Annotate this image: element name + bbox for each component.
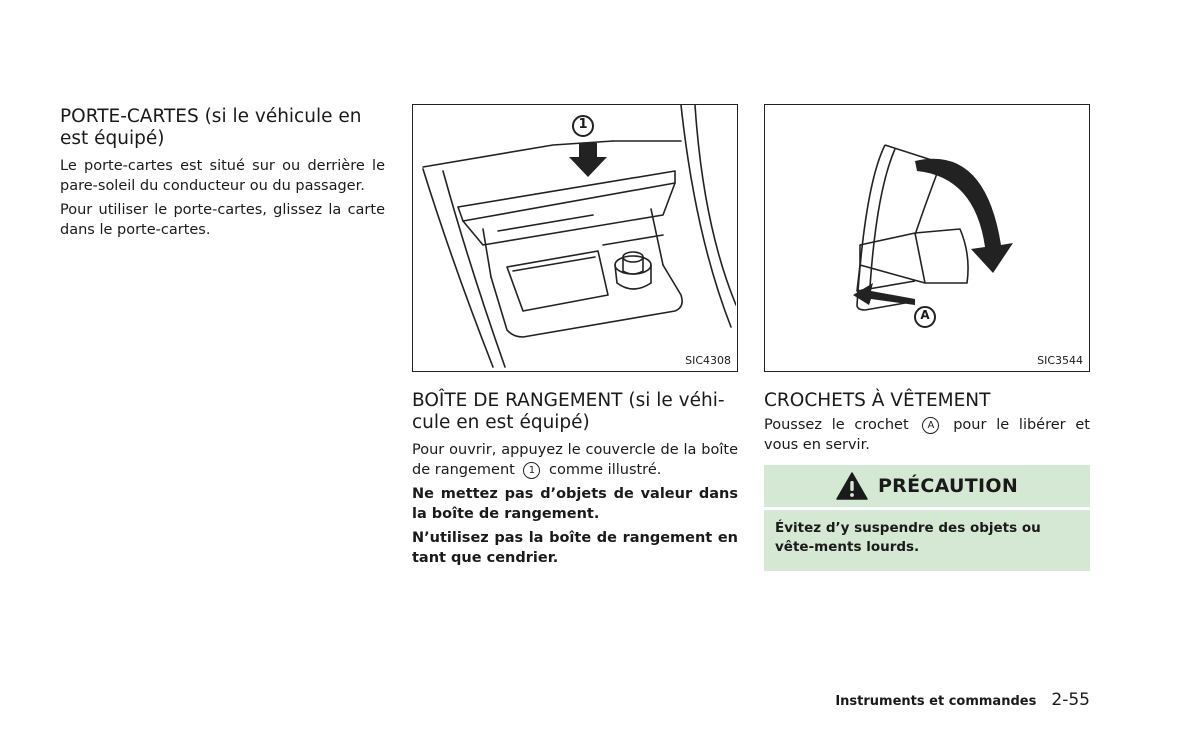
column-porte-cartes [60,106,385,245]
figure-marker-a: A [920,308,930,322]
column-boite-rangement [412,390,738,573]
marker-a-inline-icon: A [922,417,939,434]
footer-section: Instruments et commandes [835,694,1037,709]
crochets-text-before: Poussez le crochet [764,417,909,433]
crochets-heading: CROCHETS À VÊTEMENT [764,390,991,411]
storage-box-figure [412,104,738,372]
porte-cartes-heading: PORTE-CARTES (si le véhicule en est équipé) [60,106,362,149]
boite-rangement-heading: BOÎTE DE RANGEMENT (si le véhi-cule en est équipé) [412,390,725,433]
caution-header [764,465,1090,510]
para1-text-before: Pour ouvrir, appuyez le couvercle de la boîte de rangement [412,442,738,478]
warning-triangle-icon [836,472,868,500]
marker-1-inline-icon: 1 [523,462,540,479]
figure-marker-1: 1 [578,117,588,132]
porte-cartes-para1: Le porte-cartes est situé sur ou derrière le pare-soleil du conducteur ou du passager. [60,158,385,194]
crochets-para1 [764,416,1090,455]
boite-rangement-warning2: N’utilisez pas la boîte de rangement en tant que cendrier. [412,530,738,566]
porte-cartes-para2: Pour utiliser le porte-cartes, glissez la carte dans le porte-cartes. [60,202,385,238]
figure-code-sic4308: SIC4308 [685,354,731,367]
page-footer [800,690,1090,710]
coat-hook-illustration [765,105,1088,370]
storage-box-illustration [413,105,736,370]
column-crochets [764,390,1090,460]
boite-rangement-warning1: Ne mettez pas d’objets de valeur dans la boîte de rangement. [412,486,738,522]
page-number: 2-55 [1051,690,1090,710]
coat-hook-figure [764,104,1090,372]
caution-title: PRÉCAUTION [877,475,1019,497]
caution-box [764,465,1090,571]
caution-text: Évitez d’y suspendre des objets ou vête-ments lourds. [775,520,1041,555]
figure-code-sic3544: SIC3544 [1037,354,1083,367]
boite-rangement-para1 [412,441,738,480]
crochets-text-after: pour le libérer et vous en servir. [764,417,1090,453]
para1-text-after: comme illustré. [549,461,662,478]
